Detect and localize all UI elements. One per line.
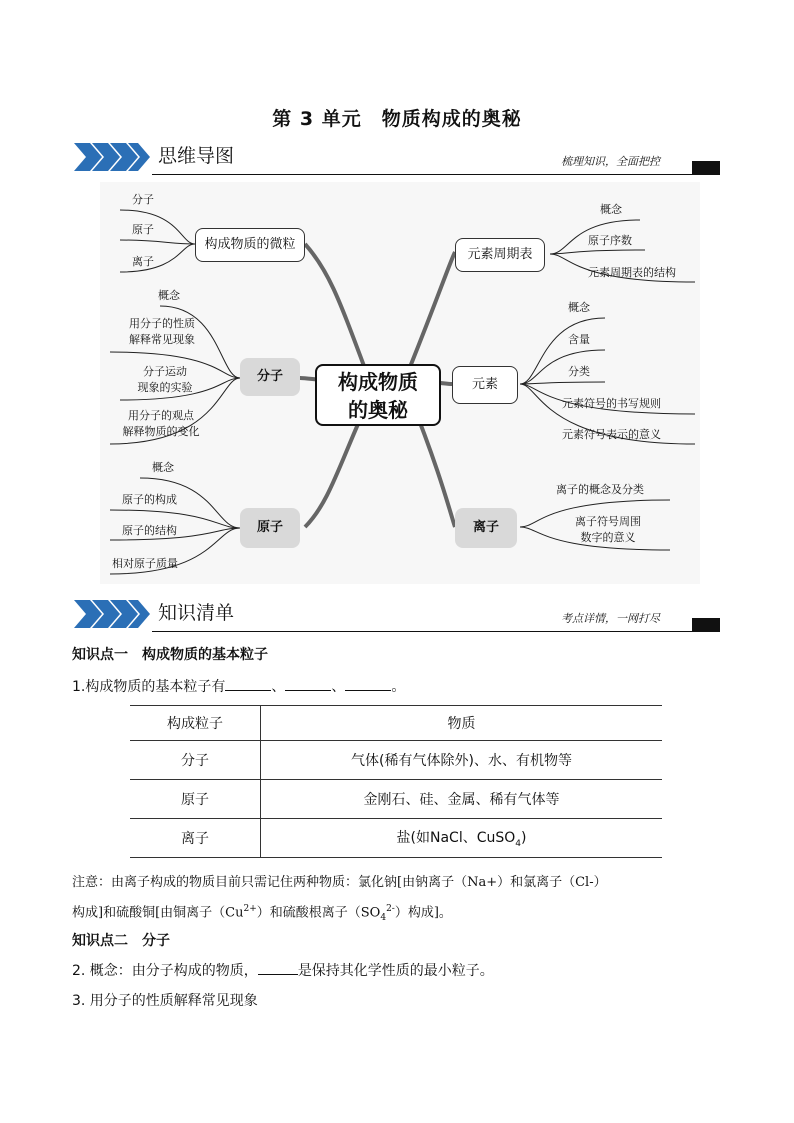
section-header-knowledge: [72, 596, 720, 632]
leaf-atom: 原子: [132, 223, 154, 236]
leaf-line: 解释物质的变化: [122, 425, 200, 438]
section-header-mindmap: [72, 139, 720, 175]
leaf-ion: 离子: [132, 255, 154, 268]
leaf-concept: 概念: [152, 461, 174, 474]
leaf-atom-structure: 原子的结构: [122, 524, 177, 537]
leaf-molecule: 分子: [132, 193, 154, 206]
leaf-atomic-number: 原子序数: [588, 234, 632, 247]
section-end-block: [692, 618, 720, 632]
section-end-block: [692, 161, 720, 175]
period: 。: [391, 679, 406, 695]
leaf-concept: 概念: [158, 289, 180, 302]
q2-text: 2. 概念：由分子构成的物质，: [72, 963, 258, 979]
header-cell: 构成粒子: [130, 706, 261, 741]
blank[interactable]: [225, 690, 271, 691]
hub-ion: 离子: [455, 508, 517, 548]
chevron-arrows-icon: [72, 596, 152, 632]
table-header-row: [130, 706, 662, 741]
note-text: ）和硫酸根离子（SO: [256, 905, 381, 921]
cell-text: ): [521, 830, 527, 847]
section-rule: [152, 174, 720, 175]
table-cell: 金刚石、硅、金属、稀有气体等: [261, 780, 663, 819]
leaf-symbol-meaning: 元素符号表示的意义: [562, 428, 661, 441]
leaf-line: 用分子的性质: [129, 317, 195, 330]
note-text: ）构成]。: [394, 905, 452, 921]
section-title: 思维导图: [158, 145, 235, 167]
superscript: 2-: [386, 904, 395, 914]
q2-text: 是保持其化学性质的最小粒子。: [297, 963, 494, 979]
leaf-line: 解释常见现象: [129, 333, 195, 346]
kp1-heading: 知识点一 构成物质的基本粒子: [72, 647, 268, 663]
table-cell: [261, 819, 663, 858]
leaf-concept: 概念: [600, 203, 622, 216]
leaf-viewpoint: [106, 408, 216, 440]
mind-map-center: [315, 364, 441, 426]
subscript: 4: [515, 838, 521, 849]
hub-element: 元素: [452, 366, 518, 404]
leaf-ion-numbers: [556, 514, 660, 546]
hub-periodic-table: 元素周期表: [455, 238, 545, 272]
hub-molecule: 分子: [240, 358, 300, 396]
note-line-2: [72, 896, 722, 932]
center-line-1: 构成物质: [338, 370, 418, 394]
leaf-relative-mass: 相对原子质量: [112, 557, 178, 570]
note-text: 构成]和硫酸铜[由铜离子（Cu: [72, 905, 244, 921]
blank[interactable]: [285, 690, 331, 691]
leaf-classification: 分类: [568, 365, 590, 378]
section-slogan: 梳理知识，全面把控: [561, 155, 660, 168]
leaf-line: 现象的实验: [137, 381, 193, 394]
table-cell: 原子: [130, 780, 261, 819]
leaf-line: 分子运动: [143, 365, 187, 378]
table-row: [130, 819, 662, 858]
sep: 、: [331, 679, 346, 695]
kp2-question-3: 3. 用分子的性质解释常见现象: [72, 993, 258, 1009]
leaf-atom-composition: 原子的构成: [122, 493, 177, 506]
mind-map: [100, 182, 700, 584]
leaf-property: [112, 316, 212, 348]
cell-text: 盐(如NaCl、CuSO: [396, 830, 516, 847]
kp1-question: [72, 676, 405, 696]
leaf-content: 含量: [568, 333, 590, 346]
section-slogan: 考点详情，一网打尽: [561, 612, 660, 625]
leaf-symbol-rules: 元素符号的书写规则: [562, 397, 661, 410]
table-row: [130, 741, 662, 780]
blank[interactable]: [345, 690, 391, 691]
superscript: 2+: [243, 904, 257, 914]
blank[interactable]: [258, 974, 298, 975]
chevron-arrows-icon: [72, 139, 152, 175]
note: [72, 869, 722, 932]
kp2-heading: 知识点二 分子: [72, 933, 170, 949]
sep: 、: [271, 679, 286, 695]
section-rule: [152, 631, 720, 632]
kp2-question-2: [72, 960, 494, 980]
leaf-motion: [120, 364, 210, 396]
hub-atom: 原子: [240, 508, 300, 548]
table-cell: 气体(稀有气体除外)、水、有机物等: [261, 741, 663, 780]
leaf-concept: 概念: [568, 301, 590, 314]
hub-particles: 构成物质的微粒: [195, 228, 305, 262]
q1-text: 1.构成物质的基本粒子有: [72, 679, 226, 695]
note-line-1: 注意：由离子构成的物质目前只需记住两种物质：氯化钠[由钠离子（Na+）和氯离子（Cl-）: [72, 875, 607, 890]
leaf-line: 离子符号周围: [575, 515, 641, 528]
leaf-ion-concept: 离子的概念及分类: [556, 483, 644, 496]
page-title: 第 3 单元 物质构成的奥秘: [272, 108, 522, 130]
header-cell: 物质: [261, 706, 663, 741]
center-line-2: 的奥秘: [348, 398, 408, 422]
table-cell: 分子: [130, 741, 261, 780]
subscript: 4: [380, 912, 387, 923]
table-cell: 离子: [130, 819, 261, 858]
leaf-line: 用分子的观点: [128, 409, 194, 422]
leaf-line: 数字的意义: [580, 531, 636, 544]
table-row: [130, 780, 662, 819]
leaf-table-structure: 元素周期表的结构: [588, 266, 676, 279]
particle-table: [130, 705, 662, 858]
section-title: 知识清单: [158, 602, 235, 624]
